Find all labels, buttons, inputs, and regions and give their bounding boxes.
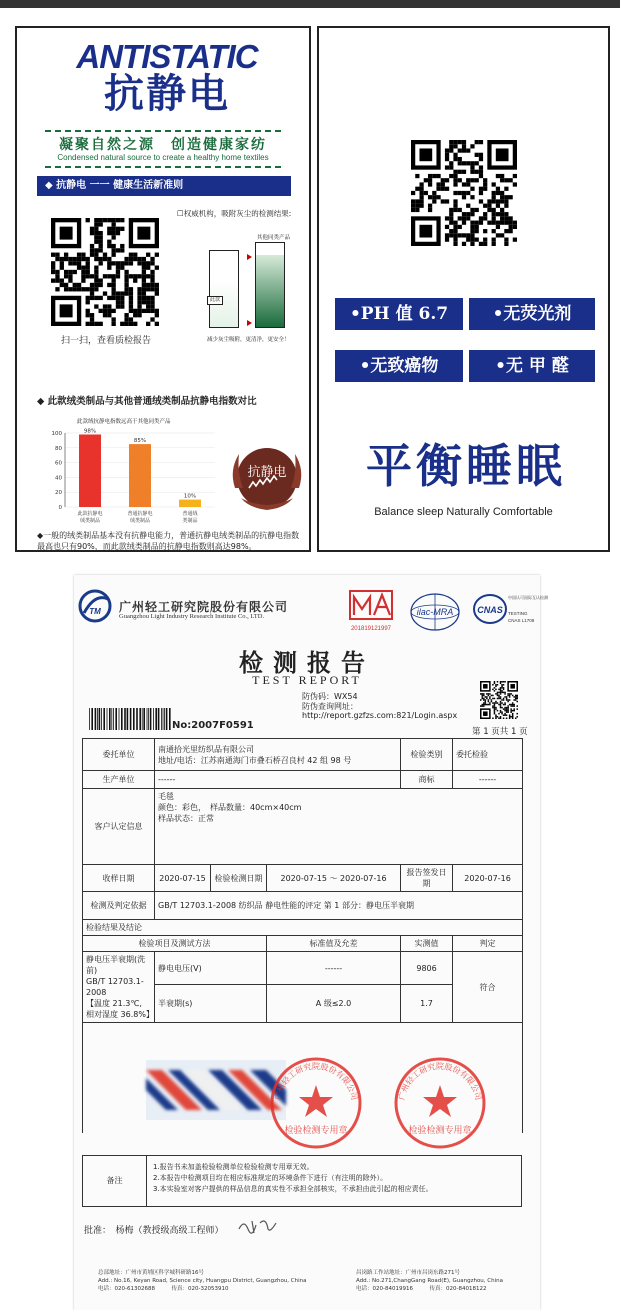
official-stamp-icon [390, 1053, 490, 1153]
signature-icon [236, 1215, 280, 1237]
note-line: 3.本实验室对客户提供的样品信息的真实性不承担全部核实，不承担由此引起的相应责任。 [153, 1185, 433, 1193]
y-tick-label: 80 [55, 445, 62, 452]
sleep-title: 平衡睡眠 [366, 439, 566, 493]
note-line: 2.本报告中检测项目均在相应标准规定的环境条件下进行（有注明的除外）。 [153, 1174, 388, 1182]
bar-value-label: 10% [183, 493, 197, 500]
recv-date: 2020-07-15 [155, 865, 211, 892]
cma-mark-icon [344, 587, 398, 633]
report-title: 检测报告 [239, 648, 375, 677]
report-number: No:2007F0591 [172, 720, 254, 731]
address-left: 总部地址：广州市黄埔区科学城科研路16号 Add.: No.16, Keyan Road, Science city, Huangpu District, Guangzhou, China 电话：020-61302688 传真：020-32053910 [98, 1270, 307, 1292]
qr-code-icon[interactable] [411, 140, 517, 246]
top-strip [0, 0, 620, 8]
category-label: 普通绒 [182, 511, 198, 517]
section-banner: ◆ 抗静电 一一 健康生活新准则 [37, 176, 291, 196]
category-label: 普通抗静电 [127, 511, 153, 517]
arrow-icon [247, 254, 252, 260]
arrow-icon [247, 320, 252, 326]
category-label: 此款抗静电 [77, 511, 103, 517]
judge-value: 符合 [453, 952, 523, 1023]
col-head: 检验项目及测试方法 [83, 936, 267, 952]
measured-value: 9806 [401, 952, 453, 985]
bar-value-label: 85% [133, 438, 147, 445]
cell-label: 委托单位 [83, 739, 155, 771]
svg-text:广州轻工研究院股份有限公司: 广州轻工研究院股份有限公司 [273, 1062, 359, 1101]
brand-value: ------ [453, 771, 523, 789]
antistatic-card [15, 26, 311, 552]
feature-no-carcinogen: •无致癌物 [335, 350, 463, 382]
cell-label: 生产单位 [83, 771, 155, 789]
client-name: 南通拾光里纺织品有限公司 [158, 744, 254, 754]
category-label: 绒类制品 [129, 518, 151, 524]
svg-text:201819121997: 201819121997 [350, 626, 392, 632]
svg-text:TESTING: TESTING [508, 611, 528, 616]
slogan-cn: 凝聚自然之源 创造健康家纺 [59, 137, 267, 153]
sample-swatch-image [146, 1060, 286, 1120]
svg-text:检验检测专用章: 检验检测专用章 [408, 1126, 472, 1136]
address-right: 昌岗路工作站地址：广州市昌岗东路271号 Add.: No.271,ChangGang Road(E), Guangzhou, China 电话：020-84019916 传真：020-84018122 [356, 1270, 503, 1292]
item-env-temp: 【温度 21.3℃, [86, 999, 142, 1008]
svg-text:广州轻工研究院股份有限公司: 广州轻工研究院股份有限公司 [397, 1062, 483, 1101]
institute-logo-icon [78, 589, 112, 623]
test-box-other [255, 242, 285, 328]
brand-cn: 抗静电 [104, 71, 230, 117]
query-url[interactable]: http://report.gzfzs.com:821/Login.aspx [302, 711, 458, 720]
approver: 批准： 杨梅（教授级高级工程师） [84, 1226, 224, 1236]
item-env-humidity: 相对湿度 36.8%】 [86, 1010, 154, 1019]
box-caption: 减少灰尘吸附，更清净，更安全！ [207, 337, 290, 343]
svg-text:TM: TM [89, 607, 101, 616]
bar [79, 434, 101, 507]
bar-value-label: 98% [83, 428, 97, 435]
measured-value: 1.7 [401, 985, 453, 1023]
y-tick-label: 40 [55, 475, 62, 482]
svg-text:检验检测专用章: 检验检测专用章 [284, 1126, 348, 1136]
footer-note: ◆一般的绒类制品基本没有抗静电能力，普通抗静电绒类制品的抗静电指数最高也只有90%，而此款绒类制品的抗静电指数则高达98%。 [37, 531, 300, 551]
svg-text:中国认可国际互认检测: 中国认可国际互认检测 [508, 595, 548, 600]
divider [45, 130, 281, 132]
sleep-subtitle: Balance sleep Naturally Comfortable [374, 506, 553, 518]
item-std: GB/T 12703.1-2008 [86, 977, 144, 997]
scan-label: 扫一扫，查看质检报告 [60, 336, 151, 346]
auth-label: ☐权威机构，吸附灰尘的检测结果: [177, 209, 292, 218]
sub-std: A 级≤2.0 [267, 985, 401, 1023]
col-head: 标准值及允差 [267, 936, 401, 952]
test-box-this [209, 250, 239, 328]
cell-label: 检验类别 [401, 739, 453, 771]
note-line: 1.报告书未加盖检验检测单位检验检测专用章无效。 [153, 1163, 314, 1171]
basis-value: GB/T 12703.1-2008 纺织品 静电性能的评定 第 1 部分：静电压半衰期 [155, 892, 523, 920]
org-name-cn: 广州轻工研究院股份有限公司 [119, 600, 289, 614]
svg-text:CNAS L1709: CNAS L1709 [508, 618, 535, 623]
inspect-type: 委托检验 [453, 739, 523, 771]
query-site-label: 防伪查询网址： [302, 702, 358, 711]
cell-label: 客户认定信息 [83, 789, 155, 865]
test-report [74, 575, 548, 1310]
seal-text: 抗静电 [247, 465, 287, 480]
cell-label: 报告签发日期 [401, 865, 453, 892]
box-right-tag: 其他同类产品 [257, 235, 291, 241]
compare-title: ◆ 此款绒类制品与其他普通绒类制品抗静电指数对比 [37, 396, 257, 407]
cell-label: 收样日期 [83, 865, 155, 892]
client-address: 地址/电话：江苏南通海门市叠石桥召良村 42 组 98 号 [158, 755, 352, 765]
anti-fake-code: 防伪码：WX54 [302, 692, 358, 701]
divider [45, 166, 281, 168]
sample-state: 样品状态：正常 [158, 814, 214, 823]
box-left-tag: 此款 [207, 296, 223, 305]
svg-text:ilac-MRA: ilac-MRA [416, 607, 454, 617]
bar [129, 444, 151, 507]
cnas-mark-icon [472, 589, 548, 631]
y-tick-label: 0 [58, 505, 62, 511]
category-label: 类制品 [182, 518, 198, 524]
slogan-en: Condensed natural source to create a healthy home textiles [57, 153, 269, 162]
test-date: 2020-07-15 ～ 2020-07-16 [267, 865, 401, 892]
features-card [317, 26, 610, 552]
feature-no-formaldehyde: •无 甲 醛 [469, 350, 595, 382]
col-head: 实测值 [401, 936, 453, 952]
item-name: 静电压半衰期(洗前) [86, 955, 146, 975]
result-heading: 检验结果及结论 [83, 920, 523, 936]
brand-en: ANTISTATIC [76, 38, 258, 75]
report-qr-icon[interactable] [480, 681, 518, 719]
antistatic-bar-chart [39, 411, 219, 529]
cell-label: 检测及判定依据 [83, 892, 155, 920]
barcode-icon [88, 708, 172, 730]
feature-no-fluorescent: •无荧光剂 [469, 298, 595, 330]
y-tick-label: 20 [55, 490, 62, 497]
antistatic-seal-icon [227, 438, 307, 518]
category-label: 绒类制品 [79, 518, 101, 524]
report-subtitle: TEST REPORT [252, 673, 362, 687]
svg-text:CNAS: CNAS [477, 605, 503, 615]
sub-item: 静电电压(V) [155, 952, 267, 985]
y-tick-label: 60 [55, 460, 62, 467]
bar [179, 500, 201, 507]
official-stamp-icon [266, 1053, 366, 1153]
sub-std: ------ [267, 952, 401, 985]
cell-label: 检验检测日期 [211, 865, 267, 892]
notes-box [82, 1155, 522, 1207]
chart-title: 此款绒抗静电指数远高于其他同类产品 [77, 419, 171, 425]
col-head: 判定 [453, 936, 523, 952]
page-number: 第 1 页共 1 页 [472, 727, 528, 737]
maker-value: ------ [155, 771, 401, 789]
feature-ph: •PH 值 6.7 [335, 298, 463, 330]
cell-label: 商标 [401, 771, 453, 789]
sample-color: 颜色：彩色， 样品数量：40cm×40cm [158, 803, 302, 812]
sub-item: 半衰期(s) [155, 985, 267, 1023]
org-name-en: Guangzhou Light Industry Research Institute Co., LTD. [119, 613, 265, 620]
notes-label: 备注 [83, 1156, 147, 1206]
issue-date: 2020-07-16 [453, 865, 523, 892]
qr-code-icon[interactable] [51, 218, 159, 326]
brand-logo [57, 38, 277, 116]
sample-name: 毛毯 [158, 792, 174, 801]
y-tick-label: 100 [51, 431, 62, 437]
ilac-mra-icon [409, 591, 461, 633]
